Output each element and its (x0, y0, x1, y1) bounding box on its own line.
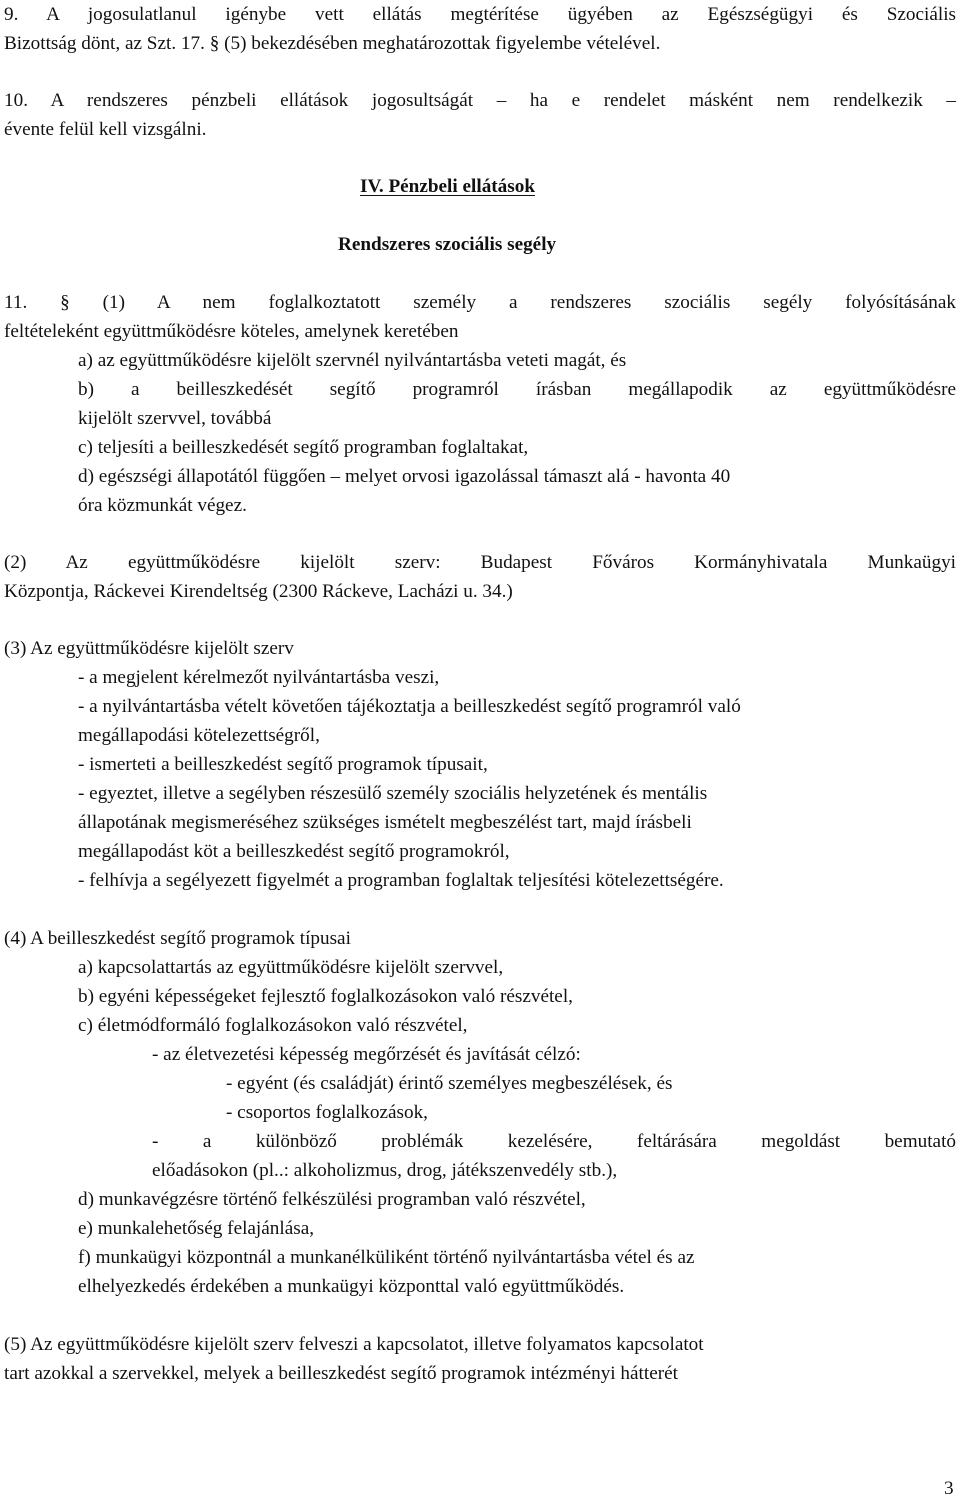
item-d-line-1: d) egészségi állapotától függően – melyet orvosi igazolással támaszt alá - havonta 40 (78, 466, 731, 487)
paragraph-11-3-item-4-line-1: - egyeztet, illetve a segélyben részesülő személy szociális helyzetének és mentális (78, 783, 708, 804)
paragraph-11-3-item-5: - felhívja a segélyezett figyelmét a programban foglaltak teljesítési kötelezettségére. (78, 870, 724, 891)
program-type-c-sub-2-line-1: - a különböző problémák kezelésére, feltárására megoldást bemutató (152, 1131, 956, 1152)
paragraph-11-3-intro: (3) Az együttműködésre kijelölt szerv (4, 638, 294, 659)
paragraph-9-line-1: 9. A jogosulatlanul igénybe vett ellátás megtérítése ügyében az Egészségügyi és Szociális (4, 4, 956, 25)
program-type-a: a) kapcsolattartás az együttműködésre kijelölt szervvel, (78, 957, 504, 978)
paragraph-11-5-line-2: tart azokkal a szervekkel, melyek a beilleszkedést segítő programok intézményi hátterét (4, 1363, 678, 1384)
program-type-d: d) munkavégzésre történő felkészülési programban való részvétel, (78, 1189, 586, 1210)
program-type-c-sub-1: - az életvezetési képesség megőrzését és javítását célzó: (152, 1044, 581, 1065)
paragraph-11-3-item-2-line-1: - a nyilvántartásba vételt követően tájékoztatja a beilleszkedést segítő programról való (78, 696, 741, 717)
item-b-line-2: kijelölt szervvel, továbbá (78, 408, 272, 429)
paragraph-11-5-line-1: (5) Az együttműködésre kijelölt szerv felveszi a kapcsolatot, illetve folyamatos kapcsolatot (4, 1334, 704, 1355)
paragraph-10-line-2: évente felül kell vizsgálni. (4, 119, 207, 140)
program-type-c-sub-2-line-2: előadásokon (pl..: alkoholizmus, drog, játékszenvedély stb.), (152, 1160, 618, 1181)
program-type-c-sub-1a: - egyént (és családját) érintő személyes megbeszélések, és (226, 1073, 673, 1094)
paragraph-11-1-line-2: feltételeként együttműködésre köteles, amelynek keretében (4, 321, 459, 342)
program-type-e: e) munkalehetőség felajánlása, (78, 1218, 315, 1239)
item-d-line-2: óra közmunkát végez. (78, 495, 247, 516)
program-type-b: b) egyéni képességeket fejlesztő foglalkozásokon való részvétel, (78, 986, 573, 1007)
item-c: c) teljesíti a beilleszkedését segítő programban foglaltakat, (78, 437, 529, 458)
item-a: a) az együttműködésre kijelölt szervnél nyilvántartásba veteti magát, és (78, 350, 627, 371)
paragraph-11-3-item-1: - a megjelent kérelmezőt nyilvántartásba veszi, (78, 667, 440, 688)
paragraph-11-2-line-2: Központja, Ráckevei Kirendeltség (2300 Ráckeve, Lacházi u. 34.) (4, 581, 513, 602)
paragraph-11-3-item-3: - ismerteti a beilleszkedést segítő programok típusait, (78, 754, 488, 775)
paragraph-11-3-item-2-line-2: megállapodási kötelezettségről, (78, 725, 320, 746)
paragraph-11-3-item-4-line-2: állapotának megismeréséhez szükséges ismételt megbeszélést tart, majd írásbeli (78, 812, 692, 833)
program-type-c-sub-1b: - csoportos foglalkozások, (226, 1102, 428, 1123)
paragraph-11-4-intro: (4) A beilleszkedést segítő programok típusai (4, 928, 351, 949)
section-subheading: Rendszeres szociális segély (338, 234, 557, 255)
chapter-heading: IV. Pénzbeli ellátások (360, 176, 535, 197)
program-type-f-line-1: f) munkaügyi központnál a munkanélküliként történő nyilvántartásba vétel és az (78, 1247, 695, 1268)
paragraph-11-3-item-4-line-3: megállapodást köt a beilleszkedést segítő programokról, (78, 841, 510, 862)
program-type-f-line-2: elhelyezkedés érdekében a munkaügyi központtal való együttműködés. (78, 1276, 625, 1297)
program-type-c: c) életmódformáló foglalkozásokon való részvétel, (78, 1015, 468, 1036)
paragraph-11-2-line-1: (2) Az együttműködésre kijelölt szerv: Budapest Főváros Kormányhivatala Munkaügyi (4, 552, 956, 573)
page-number: 3 (944, 1478, 954, 1499)
paragraph-10-line-1: 10. A rendszeres pénzbeli ellátások jogosultságát – ha e rendelet másként nem rendelkezik – (4, 90, 956, 111)
paragraph-11-1-line-1: 11. § (1) A nem foglalkoztatott személy a rendszeres szociális segély folyósításának (4, 292, 956, 313)
paragraph-9-line-2: Bizottság dönt, az Szt. 17. § (5) bekezdésében meghatározottak figyelembe vételével. (4, 33, 661, 54)
item-b-line-1: b) a beilleszkedését segítő programról írásban megállapodik az együttműködésre (78, 379, 956, 400)
